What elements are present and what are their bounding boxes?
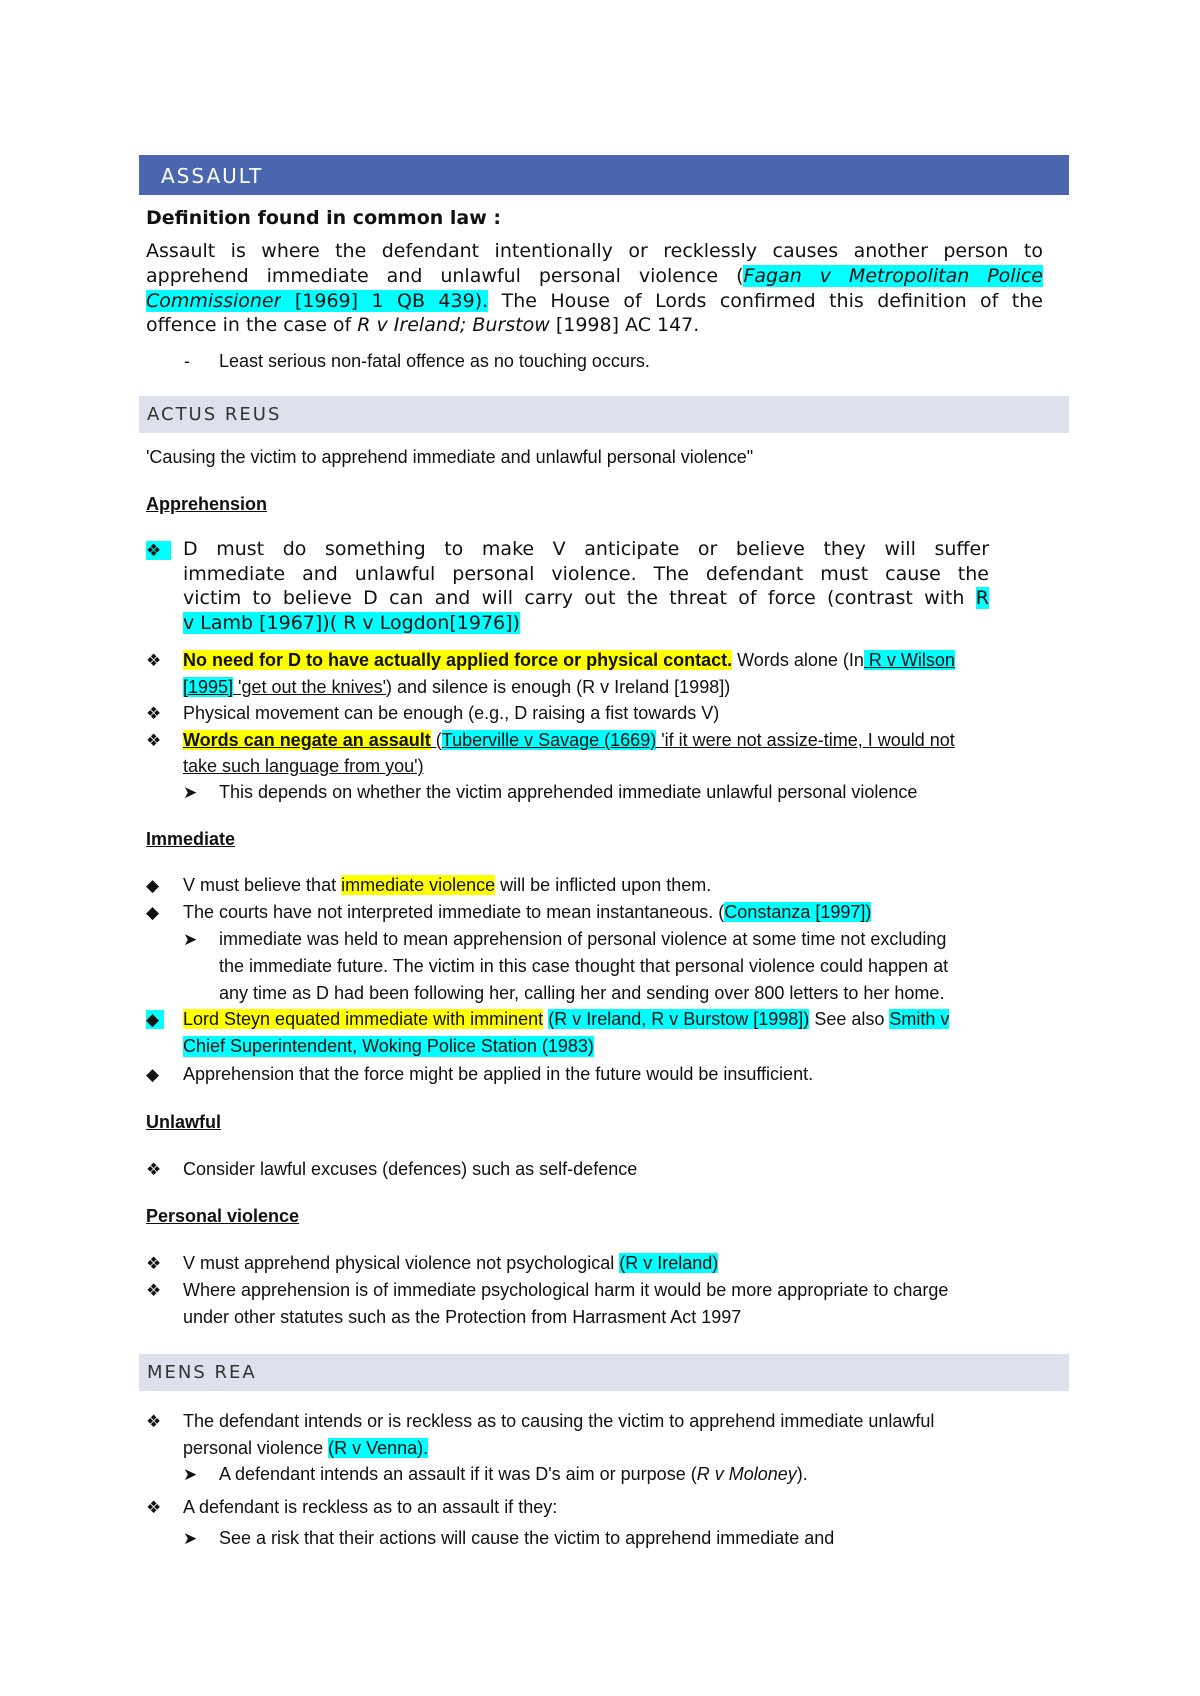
mens-rea-point-1-sub [219, 1464, 808, 1485]
assault-section-header [139, 155, 1069, 195]
apprehension-point-1-line-3 [183, 587, 989, 609]
apprehension-text: victim to believe D can and will carry out the threat of force (contrast with [183, 587, 976, 609]
apprehension-point-4-line-1 [183, 730, 955, 751]
case-ireland: (R v Ireland) [619, 1253, 719, 1273]
immediate-sub-line-2: the immediate future. The victim in this case thought that personal violence could happen at [219, 956, 949, 976]
solid-diamond-bullet-icon: ◆ [146, 1010, 164, 1029]
solid-diamond-bullet-icon: ◆ [146, 903, 160, 922]
personal-violence-point-2-line-1: Where apprehension is of immediate psychological harm it would be more appropriate to charge [183, 1280, 949, 1300]
arrowhead-bullet-icon: ➤ [183, 1529, 198, 1548]
case-citation: [1969] 1 QB 439). [281, 290, 489, 312]
immediate-point-3-line-1 [183, 1009, 949, 1030]
immediate-text: See also [809, 1009, 890, 1029]
lord-steyn-highlight: Lord Steyn equated immediate with imminent [183, 1009, 544, 1029]
four-diamond-bullet-icon: ❖ [146, 704, 162, 723]
definition-line-1: Assault is where the defendant intentionally or recklessly causes another person to [146, 240, 1043, 262]
apprehension-point-1-line-2: immediate and unlawful personal violence. The defendant must cause the [183, 563, 989, 585]
immediate-text: V must believe that [183, 875, 342, 895]
wilson-quote: 'get out the knives' [233, 677, 387, 697]
case-lamb-logdon: v Lamb [1967])( R v Logdon[1976]) [183, 612, 520, 634]
words-negate-highlight: Words can negate an assault [183, 730, 431, 750]
mens-rea-text: ). [796, 1464, 808, 1484]
apprehension-heading: Apprehension [146, 494, 268, 514]
arrowhead-bullet-icon: ➤ [183, 1465, 198, 1484]
case-smith: Smith v [889, 1009, 950, 1029]
case-moloney: R v Moloney [696, 1464, 797, 1484]
four-diamond-bullet-icon: ❖ [146, 1498, 162, 1517]
case-ireland-burstow: R v Ireland; Burstow [357, 314, 550, 336]
unlawful-heading: Unlawful [146, 1112, 221, 1132]
apprehension-point-4-sub: This depends on whether the victim apprehended immediate unlawful personal violence [219, 782, 918, 802]
apprehension-point-2-line-1 [183, 650, 955, 671]
mens-rea-point-2: A defendant is reckless as to an assault if they: [183, 1497, 558, 1517]
mens-rea-header [139, 1354, 1069, 1391]
immediate-text: The courts have not interpreted immediate to mean instantaneous. ( [183, 902, 725, 922]
apprehension-point-4-line-2: take such language from you') [183, 756, 424, 776]
case-commissioner: Commissioner [146, 290, 282, 312]
solid-diamond-bullet-icon: ◆ [146, 876, 160, 895]
definition-line-3 [146, 290, 1043, 312]
four-diamond-bullet-icon: ❖ [146, 1281, 162, 1300]
case-smith-woking: Chief Superintendent, Woking Police Station (1983) [183, 1036, 594, 1056]
personal-violence-point-2-line-2: under other statutes such as the Protection from Harrasment Act 1997 [183, 1307, 742, 1327]
case-lamb: R [975, 587, 989, 609]
apprehension-text: ( [430, 730, 442, 750]
arrowhead-bullet-icon: ➤ [183, 930, 198, 949]
personal-violence-heading: Personal violence [146, 1206, 300, 1226]
case-citation: [1998] AC 147. [549, 314, 700, 336]
four-diamond-bullet-icon: ❖ [146, 1160, 162, 1179]
definition-text: apprehend immediate and unlawful personal violence ( [146, 265, 744, 287]
least-serious-note: Least serious non-fatal offence as no touching occurs. [219, 351, 650, 371]
personal-violence-point-1 [183, 1253, 718, 1274]
unlawful-point-1: Consider lawful excuses (defences) such as self-defence [183, 1159, 638, 1179]
arrowhead-bullet-icon: ➤ [183, 783, 198, 802]
definition-text: offence in the case of [146, 314, 358, 336]
mens-rea-text: personal violence [183, 1438, 329, 1458]
apprehension-text: ) and silence is enough (R v Ireland [1998]) [386, 677, 731, 697]
mens-rea-point-1-line-1: The defendant intends or is reckless as to causing the victim to apprehend immediate unlawful [183, 1411, 935, 1431]
definition-line-4 [146, 314, 699, 336]
assault-title: ASSAULT [161, 164, 264, 188]
case-constanza: Constanza [1997]) [724, 902, 872, 922]
mens-rea-point-2-sub: See a risk that their actions will cause the victim to apprehend immediate and [219, 1528, 835, 1548]
four-diamond-bullet-icon: ❖ [146, 541, 171, 560]
mens-rea-point-1-line-2 [183, 1438, 428, 1459]
apprehension-text: Words alone (In [732, 650, 864, 670]
four-diamond-bullet-icon: ❖ [146, 651, 162, 670]
immediate-point-4: Apprehension that the force might be applied in the future would be insufficient. [183, 1064, 814, 1084]
immediate-sub-line-1: immediate was held to mean apprehension of personal violence at some time not excluding [219, 929, 947, 949]
mens-rea-title: MENS REA [147, 1362, 257, 1383]
no-need-force-highlight: No need for D to have actually applied force or physical contact. [183, 650, 733, 670]
immediate-text: will be inflicted upon them. [495, 875, 712, 895]
four-diamond-bullet-icon: ❖ [146, 731, 162, 750]
actus-reus-title: ACTUS REUS [147, 404, 282, 425]
four-diamond-bullet-icon: ❖ [146, 1254, 162, 1273]
dash-bullet: - [184, 351, 190, 371]
case-ireland-burstow: (R v Ireland, R v Burstow [1998]) [548, 1009, 810, 1029]
immediate-point-1 [183, 875, 711, 896]
mens-rea-text: A defendant intends an assault if it was D's aim or purpose ( [219, 1464, 697, 1484]
definition-line-2 [146, 265, 1043, 287]
personal-violence-text: V must apprehend physical violence not psychological [183, 1253, 620, 1273]
definition-heading: Definition found in common law : [146, 207, 502, 229]
immediate-violence-highlight: immediate violence [341, 875, 496, 895]
definition-text: The House of Lords confirmed this definition of the [488, 290, 1043, 312]
tuberville-quote: 'if it were not assize-time, I would not [656, 730, 955, 750]
apprehension-point-2-line-2 [183, 677, 730, 698]
case-wilson-year: [1995] [183, 677, 234, 697]
case-venna: (R v Venna). [328, 1438, 429, 1458]
case-tuberville: Tuberville v Savage (1669) [441, 730, 657, 750]
immediate-heading: Immediate [146, 829, 236, 849]
solid-diamond-bullet-icon: ◆ [146, 1065, 160, 1084]
immediate-sub-line-3: any time as D had been following her, calling her and sending over 800 letters to her home. [219, 983, 945, 1003]
actus-reus-quote: 'Causing the victim to apprehend immediate and unlawful personal violence" [146, 447, 754, 467]
actus-reus-header [139, 396, 1069, 433]
immediate-point-2 [183, 902, 871, 923]
case-wilson: R v Wilson [863, 650, 955, 670]
apprehension-point-1-line-1: D must do something to make V anticipate or believe they will suffer [183, 538, 989, 560]
four-diamond-bullet-icon: ❖ [146, 1412, 162, 1431]
case-fagan: Fagan v Metropolitan Police [743, 265, 1043, 287]
apprehension-point-3: Physical movement can be enough (e.g., D raising a fist towards V) [183, 703, 720, 723]
